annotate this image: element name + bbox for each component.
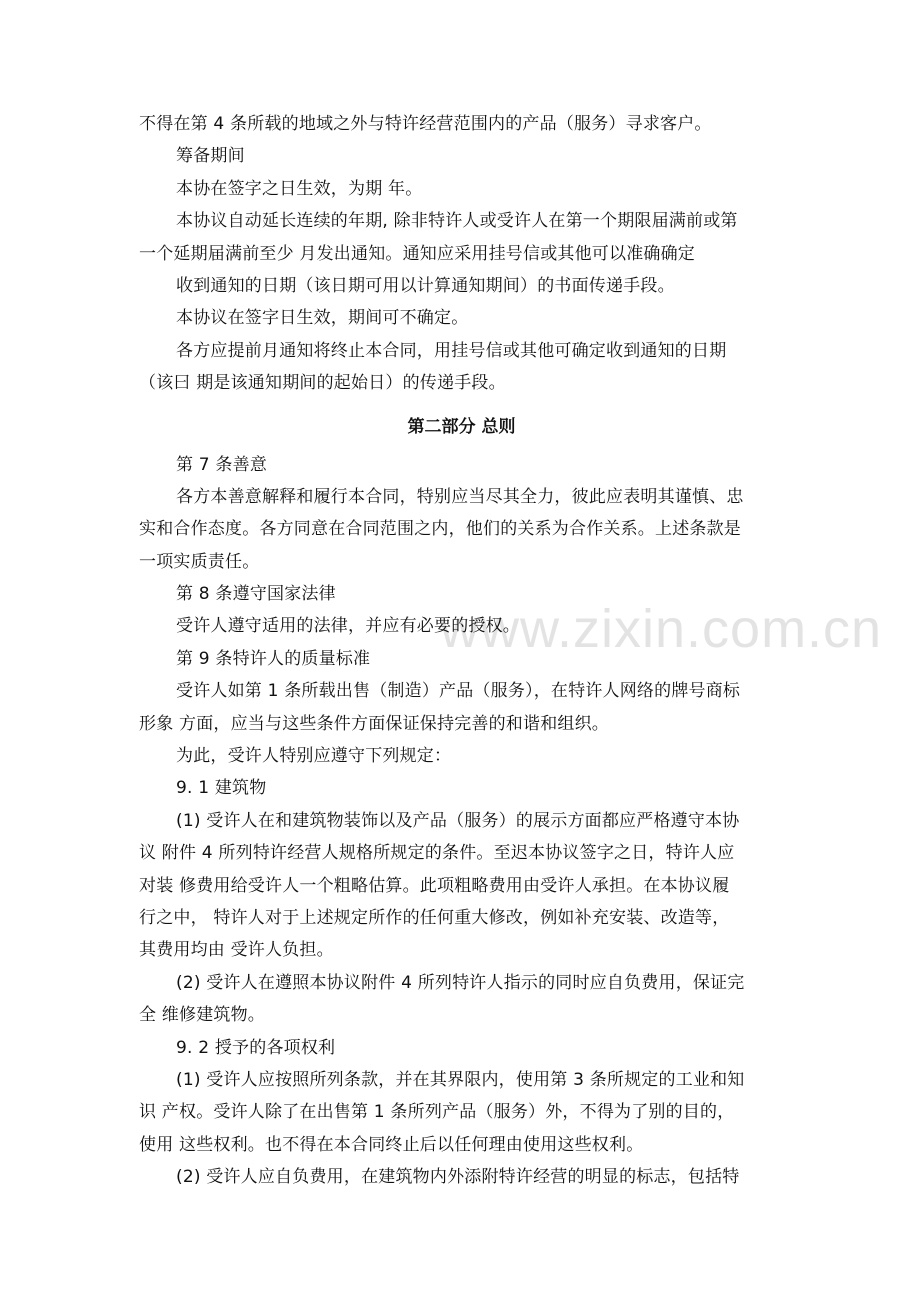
text-line: 一项实质责任。 — [139, 551, 260, 572]
text-line: 一个延期届满前至少 月发出通知。通知应采用挂号信或其他可以准确确定 — [139, 243, 696, 264]
text-line: 受许人遵守适用的法律，并应有必要的授权。 — [176, 616, 520, 637]
text-line: 本协议在签字日生效，期间可不确定。 — [176, 308, 469, 329]
text-line: 识 产权。受许人除了在出售第 1 条所列产品（服务）外，不得为了别的目的， — [139, 1102, 735, 1123]
text-line: 实和合作态度。各方同意在合同范围之内，他们的关系为合作关系。上述条款是 — [139, 519, 741, 540]
text-line: (2) 受许人应自负费用，在建筑物内外添附特许经营的明显的标志，包括特 — [176, 1167, 740, 1188]
text-line: 议 附件 4 所列特许经营人规格所规定的条件。至迟本协议签字之日，特许人应 — [139, 843, 735, 864]
text-line: 对装 修费用给受许人一个粗略估算。此项粗略费用由受许人承担。在本协议履 — [139, 875, 730, 896]
subsection-title: 9. 1 建筑物 — [176, 778, 267, 799]
watermark-text: www.zixin.com.cn — [440, 599, 883, 659]
text-line: 形象 方面，应当与这些条件方面保证保持完善的和谐和组织。 — [139, 713, 610, 734]
text-line: (2) 受许人在遵照本协议附件 4 所列特许人指示的同时应自负费用，保证完 — [176, 972, 745, 993]
text-line: （该曰 期是该通知期间的起始日）的传递手段。 — [139, 373, 506, 394]
document-page — [139, 108, 784, 1194]
text-line: 本协在签字之日生效，为期 年。 — [176, 178, 423, 199]
section-heading: 第二部分 总则 — [407, 416, 516, 437]
text-line: (1) 受许人在和建筑物装饰以及产品（服务）的展示方面都应严格遵守本协 — [176, 810, 740, 831]
text-line: 使用 这些权利。也不得在本合同终止后以任何理由使用这些权利。 — [139, 1134, 644, 1155]
text-line: 本协议自动延长连续的年期, 除非特许人或受许人在第一个期限届满前或第 — [176, 211, 738, 232]
text-line: 全 维修建筑物。 — [139, 1005, 266, 1026]
text-line: 收到通知的日期（该日期可用以计算通知期间）的书面传递手段。 — [176, 275, 675, 296]
article-title: 第 8 条遵守国家法律 — [176, 584, 336, 605]
text-line: 各方应提前月通知将终止本合同，用挂号信或其他可确定收到通知的日期 — [176, 340, 727, 361]
text-line: 不得在第 4 条所载的地域之外与特许经营范围内的产品（服务）寻求客户。 — [139, 114, 712, 134]
text-line: 受许人如第 1 条所载出售（制造）产品（服务），在特许人网络的牌号商标 — [176, 681, 741, 702]
article-title: 第 7 条善意 — [176, 454, 268, 475]
subsection-title: 9. 2 授予的各项权利 — [176, 1037, 336, 1058]
text-line: 各方本善意解释和履行本合同，特别应当尽其全力，彼此应表明其谨慎、忠 — [176, 486, 744, 507]
article-title: 第 9 条特许人的质量标准 — [176, 648, 371, 669]
text-line: 为此，受许人特别应遵守下列规定： — [176, 746, 452, 767]
text-line: (1) 受许人应按照所列条款，并在其界限内，使用第 3 条所规定的工业和知 — [176, 1069, 745, 1090]
text-line: 行之中， 特许人对于上述规定所作的任何重大修改，例如补充安装、改造等， — [139, 907, 730, 928]
text-line: 筹备期间 — [176, 146, 245, 167]
text-line: 其费用均由 受许人负担。 — [139, 940, 334, 961]
